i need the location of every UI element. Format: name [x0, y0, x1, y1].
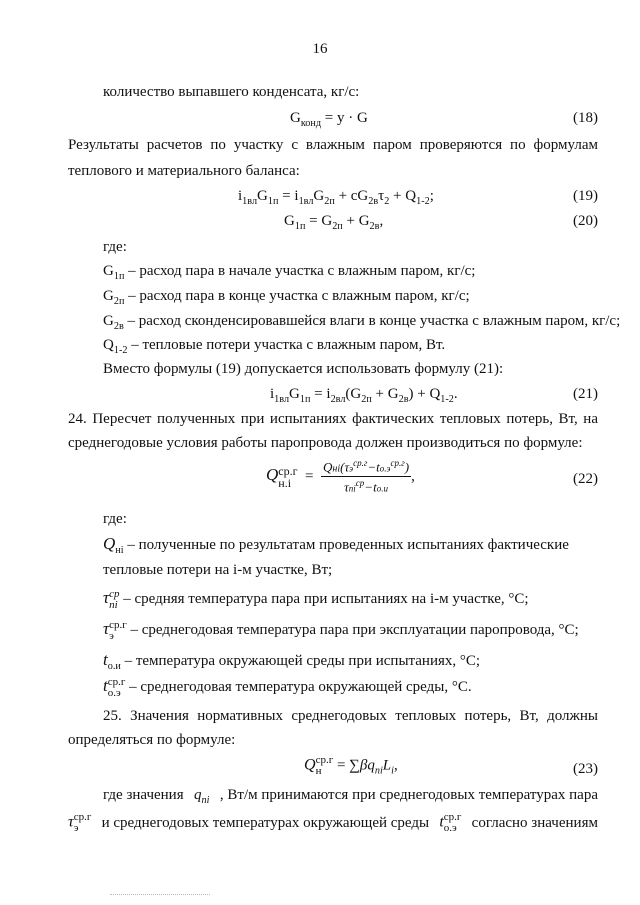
text-fragment: и среднегодовых температурах окружающей среды: [101, 815, 430, 831]
text-fragment: согласно значениям: [471, 815, 598, 831]
definition-text: – расход пара в начале участка с влажным паром, кг/с;: [128, 263, 476, 279]
text-line: теплового и материального баланса:: [68, 163, 300, 179]
text-line: где:: [103, 239, 127, 255]
text-line: Вместо формулы (19) допускается использовать формулу (21):: [103, 361, 504, 377]
definition-line: τ ср.г э – среднегодовая температура пара при эксплуатации паропровода, °С;: [103, 618, 579, 642]
text-line: 24. Пересчет полученных при испытаниях фактических тепловых потерь, Вт, на: [68, 411, 598, 427]
definition-text: – среднегодовая температура окружающей среды, °С.: [129, 679, 472, 695]
definition-text: – расход сконденсировавшейся влаги в конце участка с влажным паром, кг/с;: [127, 313, 621, 329]
definition-line: $t_{о.и}$ – температура окружающей среды при испытаниях, °С;: [103, 650, 481, 672]
text-line: тепловые потери на i-м участке, Вт;: [103, 562, 333, 578]
definition-text: – температура окружающей среды при испытаниях, °С;: [124, 653, 481, 669]
definition-line: t ср.г о.э – среднегодовая температура окружающей среды, °С.: [103, 675, 472, 699]
equation-number: (19): [573, 188, 598, 204]
text-line: среднегодовые условия работы паропровода должен производиться по формуле:: [68, 435, 583, 451]
equation-number: (23): [573, 761, 598, 777]
formula-19: $i_{1вл}G_{1п} = i_{1вл}G_{2п} + сG_{2в}\tau_2 + Q_{1-2}$;: [238, 188, 434, 207]
formula-inline: $q_{ni}$: [194, 787, 210, 806]
equation-number: (20): [573, 213, 598, 229]
formula-21: $i_{1вл}G_{1п} = i_{2вл}(G_{2п} + G_{2в}) + Q_{1-2}$.: [270, 386, 458, 405]
text-fragment: где значения: [103, 787, 184, 803]
definition-line: $G_{2в}$ – расход сконденсировавшейся влаги в конце участка с влажным паром, кг/с;: [103, 313, 621, 332]
page-edge-dots: [110, 894, 210, 895]
equation-number: (18): [573, 110, 598, 126]
text-line: [103, 786, 598, 804]
definition-line: τ ср ni – средняя температура пара при испытаниях на i-м участке, °С;: [103, 587, 529, 611]
formula-22: Q ср.г н.i = $\frac{Qнi(\tau э^{ср.г}-tо.э^{ср.г})}{\tau ni^{ср}-tо.и}$ ,: [266, 458, 415, 495]
formula-23: Q ср.г н = $\sum\beta q_{ni}L_i$,: [304, 754, 398, 777]
definition-text: – расход пара в конце участка с влажным паром, кг/с;: [128, 288, 470, 304]
definition-text: – среднегодовая температура пара при эксплуатации паропровода, °С;: [130, 622, 579, 638]
definition-text: – полученные по результатам проведенных испытаниях фактические: [127, 537, 569, 553]
formula-inline: τ ср.г э: [68, 811, 92, 834]
text-line: [68, 812, 598, 834]
definition-text: – средняя температура пара при испытаниях на i-м участке, °С;: [123, 591, 529, 607]
text-line: определяться по формуле:: [68, 732, 236, 748]
formula-18: $G_{конд} = у \cdot G$: [290, 110, 368, 129]
formula-inline: t ср.г о.э: [439, 811, 462, 834]
text-line: где:: [103, 511, 127, 527]
page-number: 16: [312, 41, 328, 57]
definition-line: $Q_{нi}$ – полученные по результатам проведенных испытаниях фактические: [103, 534, 569, 556]
text-line: количество выпавшего конденсата, кг/с:: [103, 84, 360, 100]
text-line: Результаты расчетов по участку с влажным паром проверяются по формулам: [68, 137, 598, 153]
definition-text: – тепловые потери участка с влажным паром, Вт.: [131, 337, 446, 353]
equation-number: (21): [573, 386, 598, 402]
definition-line: $G_{1п}$ – расход пара в начале участка с влажным паром, кг/с;: [103, 263, 476, 282]
equation-number: (22): [573, 471, 598, 487]
text-fragment: , Вт/м принимаются при среднегодовых температурах пара: [219, 787, 598, 803]
definition-line: $Q_{1-2}$ – тепловые потери участка с влажным паром, Вт.: [103, 337, 446, 356]
formula-20: $G_{1п} = G_{2п} + G_{2в}$,: [284, 213, 384, 232]
definition-line: $G_{2п}$ – расход пара в конце участка с влажным паром, кг/с;: [103, 288, 470, 307]
text-line: 25. Значения нормативных среднегодовых тепловых потерь, Вт, должны: [103, 708, 598, 724]
